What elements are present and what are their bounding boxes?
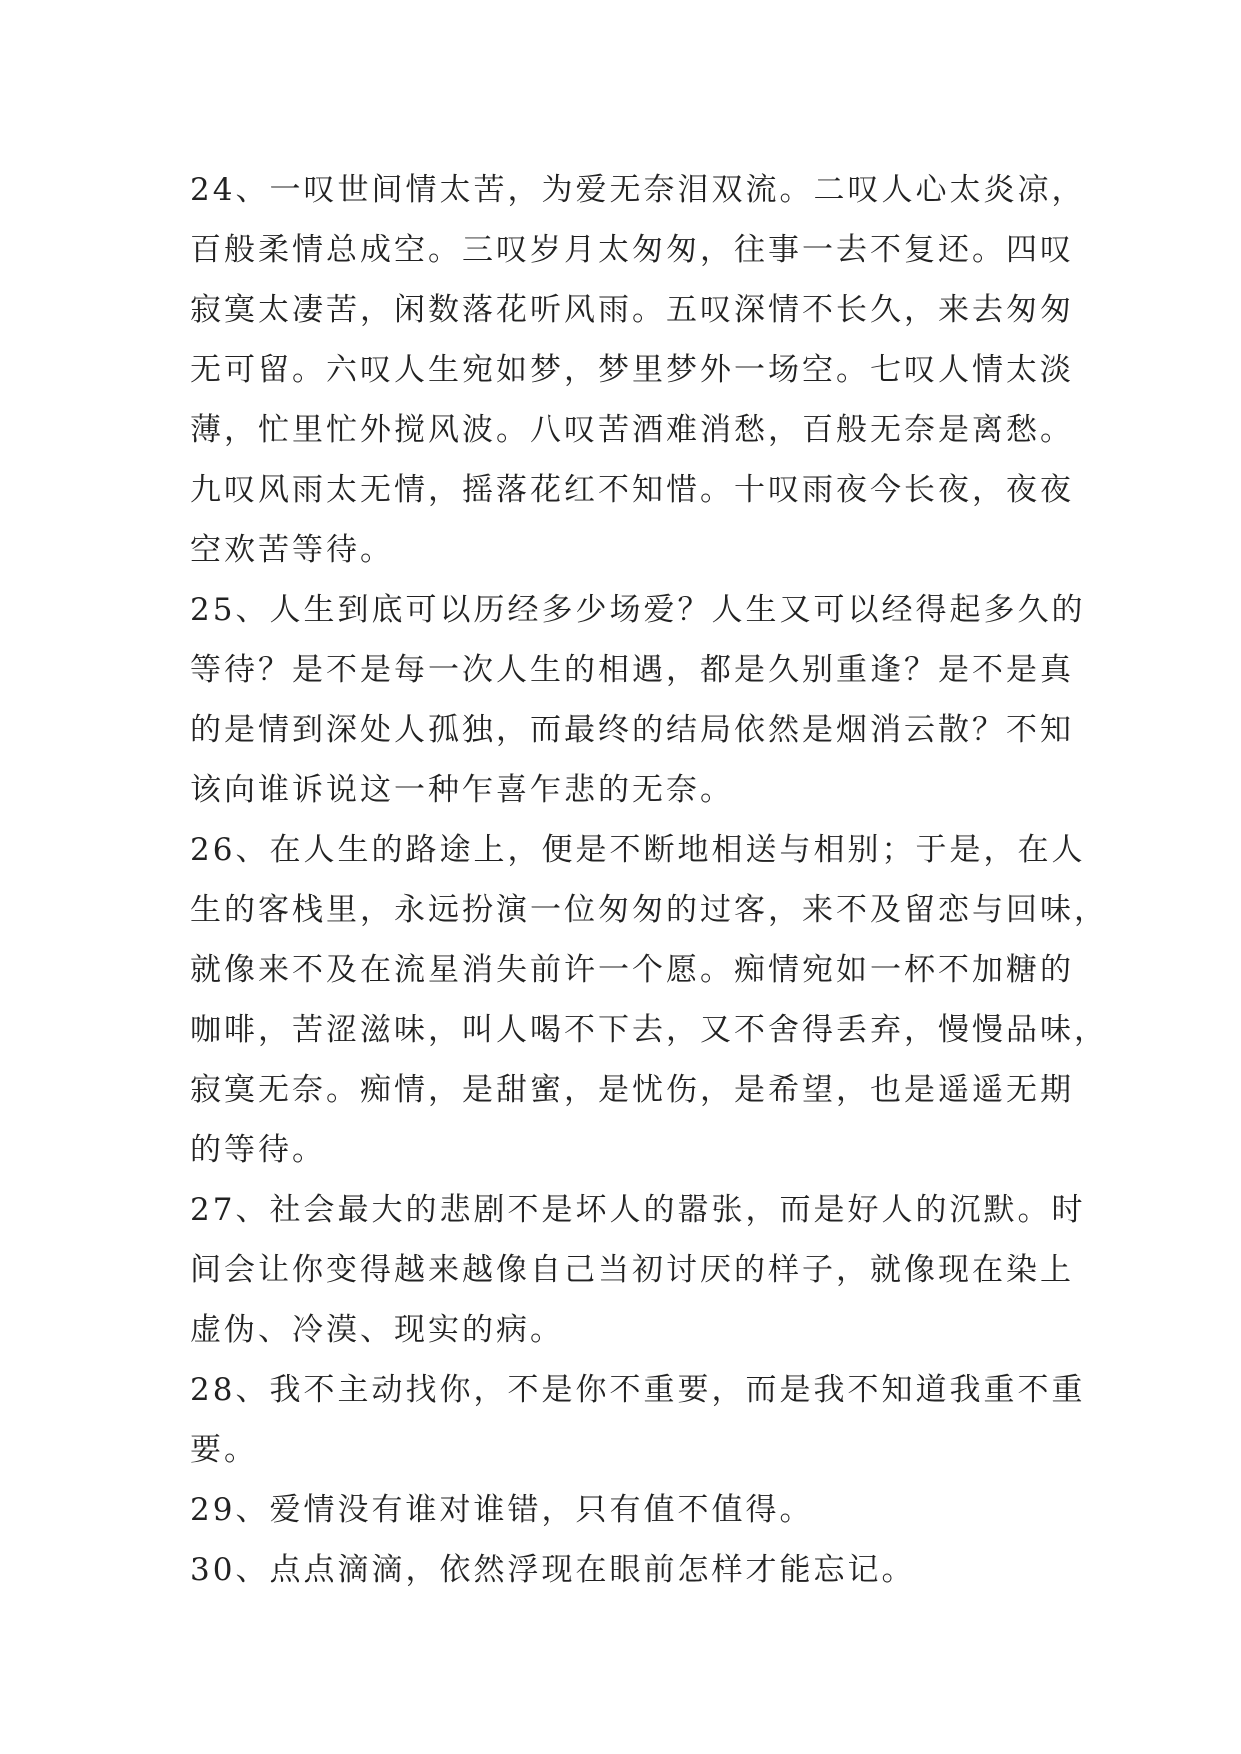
paragraph-30 (190, 1540, 1065, 1600)
paragraph-27 (190, 1180, 1086, 1360)
text-line: 24、一叹世间情太苦，为爱无奈泪双流。二叹人心太炎凉， (190, 172, 1086, 208)
text-line: 咖啡，苦涩滋味，叫人喝不下去，又不舍得丢弃，慢慢品味， (190, 1012, 1108, 1048)
text-line: 寂寞太凄苦，闲数落花听风雨。五叹深情不长久，来去匆匆 (190, 292, 1074, 328)
text-line: 无可留。六叹人生宛如梦，梦里梦外一场空。七叹人情太淡 (190, 352, 1074, 388)
text-line: 29、爱情没有谁对谁错，只有值不值得。 (190, 1492, 814, 1528)
text-line: 寂寞无奈。痴情，是甜蜜，是忧伤，是希望，也是遥遥无期 (190, 1072, 1074, 1108)
text-line: 九叹风雨太无情，摇落花红不知惜。十叹雨夜今长夜，夜夜 (190, 472, 1074, 508)
text-line: 百般柔情总成空。三叹岁月太匆匆，往事一去不复还。四叹 (190, 232, 1074, 268)
text-line: 25、人生到底可以历经多少场爱？人生又可以经得起多久的 (190, 592, 1086, 628)
text-line: 薄，忙里忙外搅风波。八叹苦酒难消愁，百般无奈是离愁。 (190, 412, 1074, 448)
text-line: 30、点点滴滴，依然浮现在眼前怎样才能忘记。 (190, 1552, 916, 1588)
text-line: 26、在人生的路途上，便是不断地相送与相别；于是，在人 (190, 832, 1086, 868)
text-line: 的是情到深处人孤独，而最终的结局依然是烟消云散？不知 (190, 712, 1074, 748)
text-line: 间会让你变得越来越像自己当初讨厌的样子，就像现在染上 (190, 1252, 1074, 1288)
text-line: 虚伪、冷漠、现实的病。 (190, 1312, 564, 1348)
paragraph-29 (190, 1480, 1065, 1540)
text-line: 就像来不及在流星消失前许一个愿。痴情宛如一杯不加糖的 (190, 952, 1074, 988)
text-line: 等待？是不是每一次人生的相遇，都是久别重逢？是不是真 (190, 652, 1074, 688)
text-line: 生的客栈里，永远扮演一位匆匆的过客，来不及留恋与回味， (190, 892, 1108, 928)
paragraph-26 (190, 820, 1108, 1180)
text-line: 要。 (190, 1432, 258, 1468)
text-line: 的等待。 (190, 1132, 326, 1168)
document-body (190, 160, 1108, 1600)
paragraph-25 (190, 580, 1086, 820)
text-line: 空欢苦等待。 (190, 532, 394, 568)
text-line: 27、社会最大的悲剧不是坏人的嚣张，而是好人的沉默。时 (190, 1192, 1086, 1228)
paragraph-24 (190, 160, 1086, 580)
paragraph-28 (190, 1360, 1086, 1480)
text-line: 28、我不主动找你，不是你不重要，而是我不知道我重不重 (190, 1372, 1086, 1408)
text-line: 该向谁诉说这一种乍喜乍悲的无奈。 (190, 772, 734, 808)
